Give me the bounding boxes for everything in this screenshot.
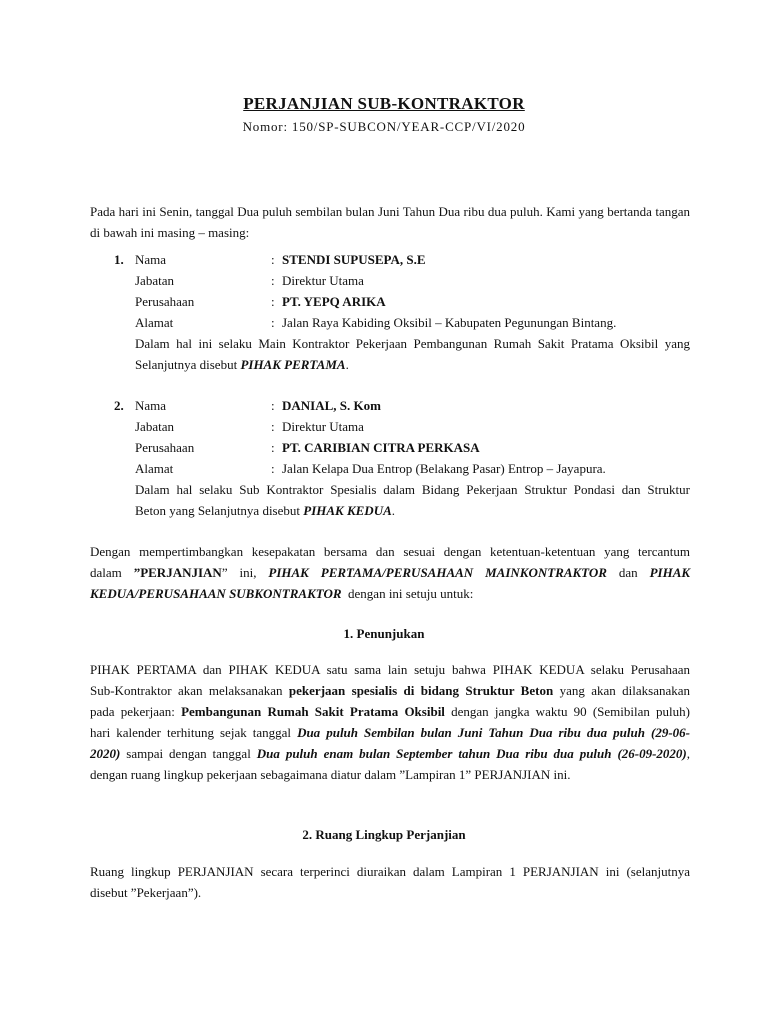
project-name: Pembangunan Rumah Sakit Pratama Oksibil [181,704,445,719]
text: hari kalender terhitung sejak tanggal [90,725,292,740]
party-alias: PIHAK KEDUA [303,503,392,518]
label-nama: Nama [135,398,167,413]
label-nama: Nama [135,252,167,267]
section-heading-penunjukan: 1. Penunjukan [343,626,425,641]
text: dengan jangka waktu 90 (Semibilan puluh) [451,704,690,719]
agreement-term: ”PERJANJIAN [133,565,222,580]
paragraph-line: disebut ”Pekerjaan”). [90,885,202,900]
text: yang akan dilaksanakan [559,683,691,698]
paragraph-line [90,583,690,604]
end-date: Dua puluh enam bulan September tahun Dua ribu dua puluh (26-09-2020) [256,746,687,761]
paragraph-line: Ruang lingkup PERJANJIAN secara terperinci diuraikan dalam Lampiran 1 PERJANJIAN ini (selanjutnya [90,864,690,879]
party-one-note [135,333,690,375]
paragraph-line: Dengan mempertimbangkan kesepakatan bersama dan sesuai dengan ketentuan-ketentuan yang tercantum [90,544,690,559]
section-heading-ruang-lingkup: 2. Ruang Lingkup Perjanjian [302,827,466,842]
note-line: Dalam hal selaku Sub Kontraktor Spesialis dalam Bidang Pekerjaan Struktur Pondasi dan Struktur [135,482,690,497]
section-one-paragraph [90,659,690,785]
party-one-block [90,250,690,334]
colon: : [271,273,275,288]
colon: : [271,252,275,267]
label-alamat: Alamat [135,461,174,476]
paragraph-line: dengan ruang lingkup pekerjaan sebagaimana diatur dalam ”Lampiran 1” PERJANJIAN ini. [90,767,571,782]
paragraph-line [90,562,690,583]
second-party-term: KEDUA/PERUSAHAAN SUBKONTRAKTOR [90,586,342,601]
label-perusahaan: Perusahaan [135,294,195,309]
work-scope-bold: pekerjaan spesialis di bidang Struktur Beton [288,683,554,698]
note-line [135,354,690,375]
party-position: Direktur Utama [282,273,364,288]
party-two-block [90,396,690,480]
text: ” ini, [221,565,257,580]
party-name: DANIAL, S. Kom [282,398,381,413]
section-two-paragraph [90,861,690,903]
note-line: Dalam hal ini selaku Main Kontraktor Pekerjaan Pembangunan Rumah Sakit Pratama Oksibil yang [135,336,690,351]
note-period: . [345,357,349,372]
party-alias: PIHAK PERTAMA [240,357,346,372]
label-perusahaan: Perusahaan [135,440,195,455]
note-line [135,500,690,521]
label-alamat: Alamat [135,315,174,330]
party-number: 2. [114,398,124,413]
colon: : [271,398,275,413]
colon: : [271,294,275,309]
label-jabatan: Jabatan [135,419,174,434]
text: dalam [90,565,122,580]
second-party-term: PIHAK [649,565,691,580]
text: , [686,746,691,761]
text: pada pekerjaan: [90,704,175,719]
paragraph-line [90,680,690,701]
start-date: 2020) [90,746,121,761]
intro-paragraph: Pada hari ini Senin, tanggal Dua puluh sembilan bulan Juni Tahun Dua ribu dua puluh. Kami yang bertanda tangan di bawah ini masing – masing: [90,204,690,240]
party-position: Direktur Utama [282,419,364,434]
start-date: Dua puluh Sembilan bulan Juni Tahun Dua ribu dua puluh (29-06- [297,725,691,740]
party-company: PT. CARIBIAN CITRA PERKASA [282,440,480,455]
first-party-term: PIHAK PERTAMA/PERUSAHAAN MAINKONTRAKTOR [268,565,607,580]
paragraph-line [90,701,690,722]
paragraph-line: PIHAK PERTAMA dan PIHAK KEDUA satu sama lain setuju bahwa PIHAK KEDUA selaku Perusahaan [90,662,690,677]
text: dan [618,565,638,580]
note-text: Beton yang Selanjutnya disebut [135,503,301,518]
party-number: 1. [114,252,124,267]
text: dengan ini setuju untuk: [348,586,474,601]
note-period: . [391,503,396,518]
party-two-note [135,479,690,521]
paragraph-line [90,722,690,743]
document-title: PERJANJIAN SUB-KONTRAKTOR [243,94,525,113]
party-company: PT. YEPQ ARIKA [282,294,386,309]
party-address: Jalan Kelapa Dua Entrop (Belakang Pasar) Entrop – Jayapura. [282,461,606,476]
party-address: Jalan Raya Kabiding Oksibil – Kabupaten Pegunungan Bintang. [282,315,617,330]
document-number: Nomor: 150/SP-SUBCON/YEAR-CCP/VI/2020 [242,119,526,134]
text: sampai dengan tanggal [126,746,251,761]
colon: : [271,419,275,434]
note-text: Selanjutnya disebut [135,357,238,372]
considering-paragraph [90,541,690,604]
party-name: STENDI SUPUSEPA, S.E [282,252,426,267]
colon: : [271,461,275,476]
paragraph-line [90,743,690,764]
label-jabatan: Jabatan [135,273,174,288]
colon: : [271,315,275,330]
colon: : [271,440,275,455]
text: Sub-Kontraktor akan melaksanakan [90,683,283,698]
